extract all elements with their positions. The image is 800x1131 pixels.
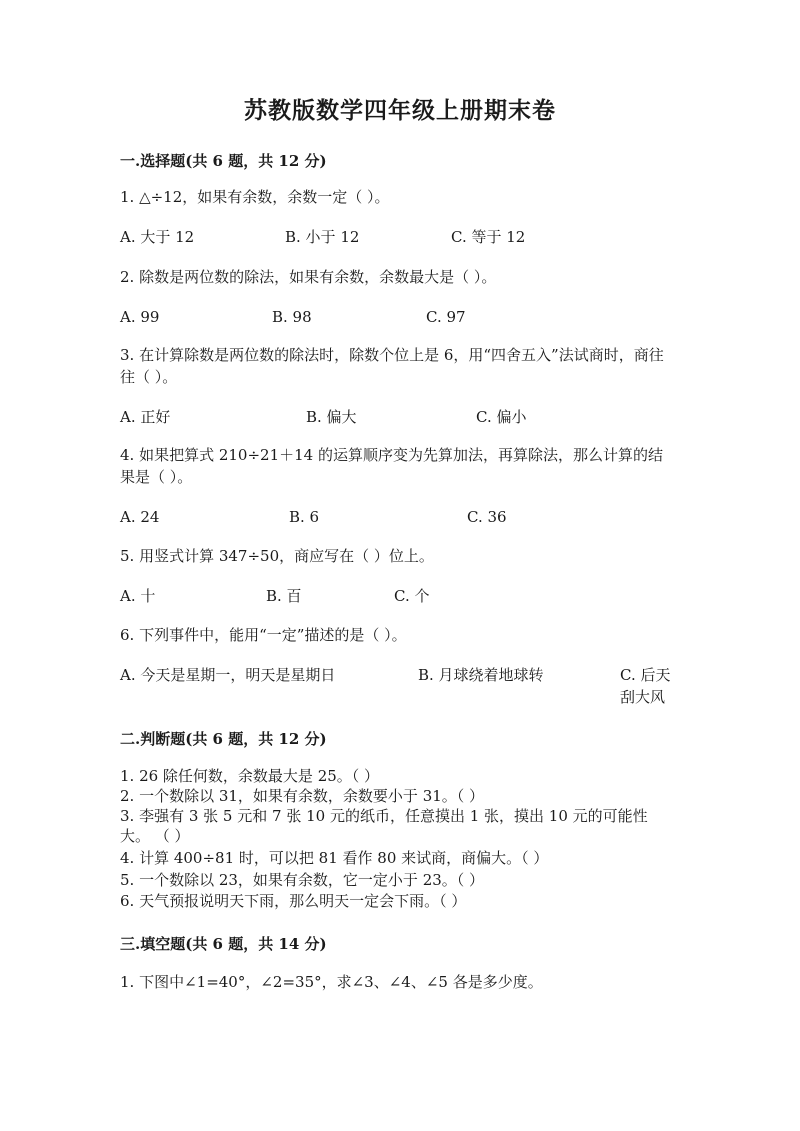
option-c: C. 个 [394,587,430,605]
option-b: B. 98 [272,308,312,326]
question-6: 6. 下列事件中，能用“一定”描述的是（ ）。 [120,626,407,644]
tf-item-4: 4. 计算 400÷81 时，可以把 81 看作 80 来试商，商偏大。（ ） [120,849,549,867]
question-4-options [120,506,675,528]
option-b: B. 偏大 [306,408,357,426]
option-a: A. 十 [120,587,156,605]
option-a: A. 今天是星期一，明天是星期日 [120,666,336,684]
question-3-options [120,406,675,428]
option-c: C. 36 [467,508,507,526]
option-c: C. 后天刮大风 [620,666,671,706]
page-title: 苏教版数学四年级上册期末卷 [244,97,556,124]
option-a: A. 24 [120,508,160,526]
option-a: A. 正好 [120,408,171,426]
section-heading-fill: 三.填空题(共 6 题，共 14 分) [120,935,327,953]
option-c: C. 偏小 [476,408,527,426]
tf-item-3: 3. 李强有 3 张 5 元和 7 张 10 元的纸币，任意摸出 1 张，摸出 10 元的可能性大。 （ ） [120,807,648,845]
question-4: 4. 如果把算式 210÷21＋14 的运算顺序变为先算加法，再算除法，那么计算的结果是（ ）。 [120,446,663,486]
question-6-options [120,664,675,708]
option-c: C. 等于 12 [451,228,526,246]
section-heading-choice: 一.选择题(共 6 题，共 12 分) [120,152,327,170]
tf-item-2: 2. 一个数除以 31，如果有余数，余数要小于 31。（ ） [120,787,485,805]
option-c: C. 97 [426,308,466,326]
question-1-options [120,226,675,248]
section-heading-judgement: 二.判断题(共 6 题，共 12 分) [120,730,327,748]
option-b: B. 月球绕着地球转 [418,666,544,684]
question-2: 2. 除数是两位数的除法，如果有余数，余数最大是（ ）。 [120,268,497,286]
option-b: B. 百 [266,587,302,605]
question-3: 3. 在计算除数是两位数的除法时，除数个位上是 6，用“四舍五入”法试商时，商往往（ ）。 [120,346,664,386]
option-b: B. 6 [289,508,320,526]
tf-item-6: 6. 天气预报说明天下雨，那么明天一定会下雨。（ ） [120,892,467,910]
tf-item-1: 1. 26 除任何数，余数最大是 25。（ ） [120,767,380,785]
question-5-options [120,585,675,607]
fill-question-1: 1. 下图中∠1=40°，∠2=35°，求∠3、∠4、∠5 各是多少度。 [120,973,543,991]
option-a: A. 99 [120,308,160,326]
question-5: 5. 用竖式计算 347÷50，商应写在（ ）位上。 [120,547,434,565]
option-b: B. 小于 12 [285,228,360,246]
option-a: A. 大于 12 [120,228,195,246]
question-2-options [120,306,675,328]
question-1: 1. △÷12，如果有余数，余数一定（ ）。 [120,188,390,206]
tf-item-5: 5. 一个数除以 23，如果有余数，它一定小于 23。（ ） [120,871,485,889]
